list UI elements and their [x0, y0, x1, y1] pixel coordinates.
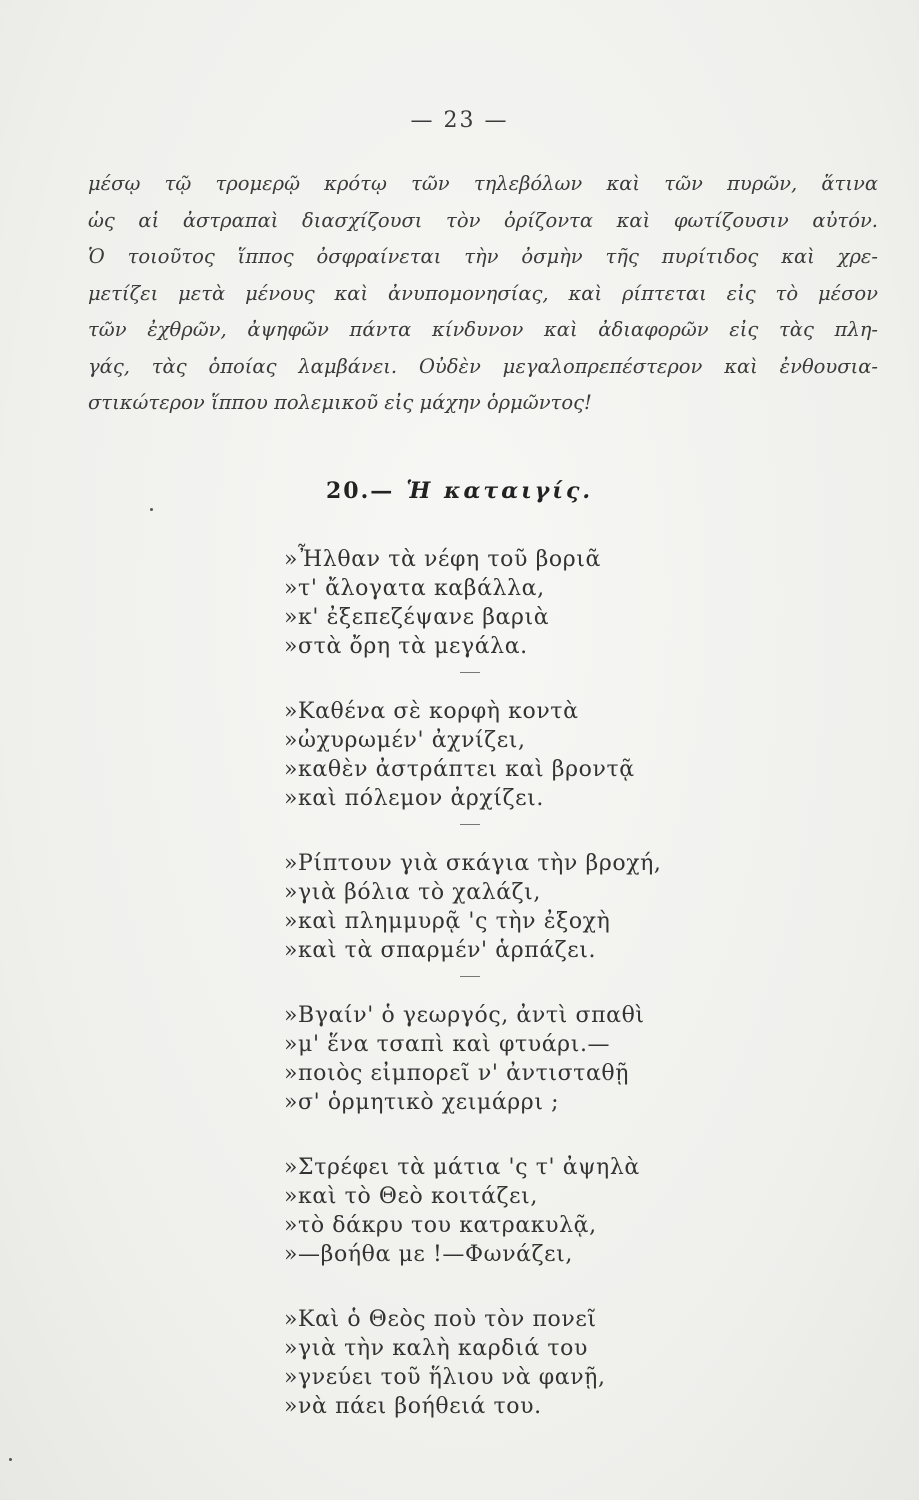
poem-verse: »Καθένα σὲ κορφὴ κοντὰ [284, 699, 579, 724]
poem-verse: »καὶ τὸ Θεὸ κοιτάζει, [284, 1184, 538, 1209]
poem-verse: »καθὲν ἀστράπτει καὶ βροντᾷ [284, 757, 635, 782]
prose-line: τῶν ἐχθρῶν, ἀψηφῶν πάντα κίνδυνον καὶ ἀδιαφορῶν εἰς τὰς πλη- [88, 318, 878, 341]
poem-stanza [284, 545, 704, 673]
poem-verse: »νὰ πάει βοήθειά του. [284, 1394, 542, 1419]
prose-line: ὡς αἱ ἀστραπαὶ διασχίζουσι τὸν ὁρίζοντα καὶ φωτίζουσιν αὐτόν. [88, 208, 878, 232]
poem-verse: »Καὶ ὁ Θεὸς ποὺ τὸν πονεῖ [284, 1307, 597, 1332]
poem-verse: »καὶ πλημμυρᾷ 'ς τὴν ἐξοχὴ [284, 909, 611, 934]
poem-verse: »μ' ἕνα τσαπὶ καὶ φτυάρι.— [284, 1032, 611, 1057]
section-heading [0, 478, 919, 504]
poem-verse: »καὶ πόλεμον ἀρχίζει. [284, 786, 544, 811]
poem-verse: »—βοήθα με !—Φωνάζει, [284, 1242, 573, 1267]
poem-stanza [284, 697, 704, 825]
prose-line: Ὁ τοιοῦτος ἵππος ὀσφραίνεται τὴν ὀσμὴν τῆς πυρίτιδος καὶ χρε- [88, 245, 878, 268]
poem-verse: »ὠχυρωμέν' ἀχνίζει, [284, 728, 526, 753]
poem-verse: »καὶ τὰ σπαρμέν' ἁρπάζει. [284, 938, 597, 963]
poem-stanza [284, 849, 704, 977]
print-speck [150, 508, 153, 511]
poem-stanza [284, 1305, 704, 1421]
stanza-divider [460, 672, 480, 673]
prose-line: μετίζει μετὰ μένους καὶ ἀνυπομονησίας, καὶ ρίπτεται εἰς τὸ μέσον [88, 281, 878, 305]
stanza-divider [460, 976, 480, 977]
section-number: 20.— [325, 478, 395, 504]
poem-stanza [284, 1001, 704, 1129]
poem-verse: »ποιὸς εἰμπορεῖ ν' ἀντισταθῇ [284, 1061, 630, 1086]
poem-verse: »Στρέφει τὰ μάτια 'ς τ' ἀψηλὰ [284, 1155, 640, 1180]
stanza-divider [460, 824, 480, 825]
prose-line: στικώτερον ἵππου πολεμικοῦ εἰς μάχην ὁρμῶντος! [88, 391, 592, 414]
poem-verse: »γνεύει τοῦ ἥλιου νὰ φανῇ, [284, 1365, 606, 1390]
prose-line: γάς, τὰς ὁποίας λαμβάνει. Οὐδὲν μεγαλοπρεπέστερον καὶ ἐνθουσια- [88, 354, 878, 378]
poem-verse: »σ' ὁρμητικὸ χειμάρρι ; [284, 1090, 560, 1115]
poem-verse: »στὰ ὄρη τὰ μεγάλα. [284, 634, 528, 659]
poem-verse: »τ' ἄλογατα καβάλλα, [284, 576, 545, 601]
poem-verse: »γιὰ βόλια τὸ χαλάζι, [284, 880, 542, 905]
poem-verse: »Ρίπτουν γιὰ σκάγια τὴν βροχή, [284, 851, 662, 876]
print-speck [9, 1458, 12, 1461]
poem-verse: »τὸ δάκρυ του κατρακυλᾷ, [284, 1213, 597, 1238]
poem-verse: »γιὰ τὴν καλὴ καρδιά του [284, 1336, 588, 1361]
page-number: — 23 — [410, 108, 509, 133]
prose-paragraph [88, 166, 878, 422]
poem-verse: »κ' ἐξεπεζέψανε βαριὰ [284, 605, 550, 630]
section-title: Ἡ καταιγίς. [406, 478, 594, 504]
prose-line: μέσῳ τῷ τρομερῷ κρότῳ τῶν τηλεβόλων καὶ τῶν πυρῶν, ἅτινα [88, 172, 878, 195]
poem-stanza [284, 1153, 704, 1281]
poem-verse: »Ἦλθαν τὰ νέφη τοῦ βοριᾶ [284, 547, 601, 572]
poem [284, 545, 704, 1421]
poem-verse: »Βγαίν' ὁ γεωργός, ἀντὶ σπαθὶ [284, 1003, 645, 1028]
